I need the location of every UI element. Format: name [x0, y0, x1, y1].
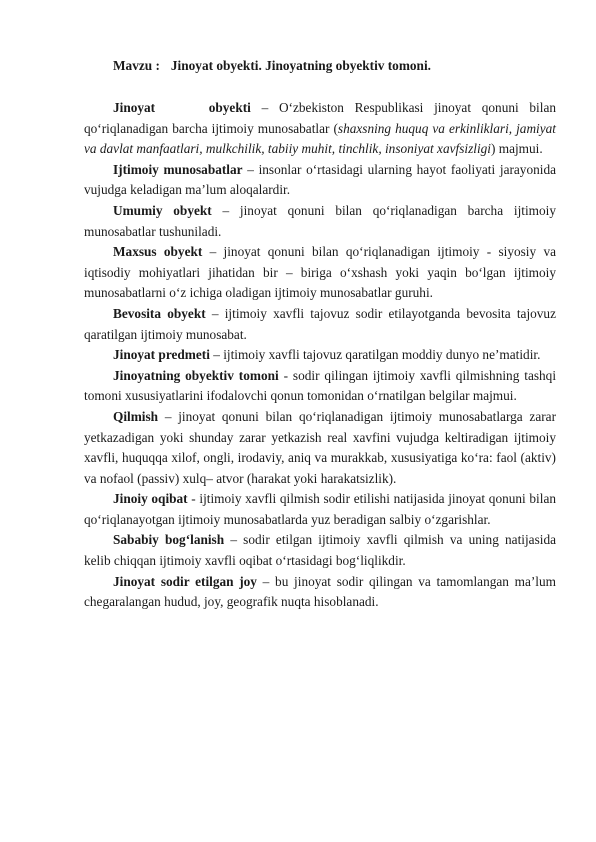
definition-text: – jinoyat qonuni bilan qo‘riqlanadigan ijtimoiy - siyosiy va iqtisodiy mohiyatlari jihatidan bir – biriga o‘xshash yoki yaqin bo‘lgan ijtimoiy munosabatlarni o‘z ichiga oladigan ijtimoiy munosabatlar guruhi. — [84, 244, 556, 301]
definition-term: Qilmish — [113, 408, 159, 424]
definition-text: – O‘zbekiston Respublikasi jinoyat qonuni bilan qo‘riqlanadigan barcha ijtimoiy munosabatlar ( — [84, 100, 556, 136]
definition-term: Sababiy bog‘lanish — [113, 532, 225, 548]
definition-term: Jinoyat obyekti — [113, 100, 251, 115]
definition-text: – bu jinoyat sodir qilingan va tamomlangan ma’lum chegaralangan hudud, joy, geografik nuqta hisoblanadi. — [84, 573, 556, 610]
definition-paragraph — [84, 366, 556, 407]
definition-text: – ijtimoiy xavfli tajovuz qaratilgan moddiy dunyo ne’matidir. — [209, 347, 541, 363]
definition-paragraph — [84, 345, 556, 366]
definition-term: Jinoyatning obyektiv tomoni — [113, 367, 279, 383]
definition-text: ) majmui. — [490, 141, 543, 157]
definition-paragraph — [84, 489, 556, 530]
definition-term: Bevosita obyekt — [113, 305, 206, 321]
topic-label: Mavzu : — [113, 58, 160, 73]
definition-paragraph — [84, 242, 556, 304]
definition-paragraph — [84, 407, 556, 489]
definition-paragraph — [84, 201, 556, 242]
definition-term: Maxsus obyekt — [113, 244, 203, 260]
definition-term: Umumiy obyekt — [113, 202, 212, 218]
definition-term: Jinoyat sodir etilgan joy — [113, 573, 257, 589]
definition-paragraph — [84, 304, 556, 345]
definition-text: - ijtimoiy xavfli qilmish sodir etilishi natijasida jinoyat qonuni bilan qo‘riqlanayotgan ijtimoiy munosabatlarda yuz beradigan salbiy o‘zgarishlar. — [84, 491, 556, 527]
topic-text: Jinoyat obyekti. Jinoyatning obyektiv tomoni. — [170, 58, 431, 73]
definition-term: Jinoyat predmeti — [113, 347, 210, 363]
definition-paragraph — [84, 572, 556, 613]
definition-text: – jinoyat qonuni bilan qo‘riqlanadigan ijtimoiy munosabatlarga zarar yetkazadigan yoki shunday zarar yetkazish real xavfini vujudga keltiradigan ijtimoiy xavfli, huquqqa xilof, ongli, irodaviy, aniq va murakkab, xususiyatiga ko‘ra: faol (aktiv) va nofaol (passiv) xulq– atvor (harakat yoki harakatsizlik). — [84, 408, 556, 486]
document-body — [84, 98, 556, 613]
definition-text: – jinoyat qonuni bilan qo‘riqlanadigan barcha ijtimoiy munosabatlar tushuniladi. — [84, 202, 556, 239]
definition-text: – insonlar o‘rtasidagi ularning hayot faoliyati jarayonida vujudga keladigan ma’lum aloqalardir. — [84, 161, 556, 198]
definition-term: Jinoiy oqibat — [113, 491, 188, 507]
definition-term: Ijtimoiy munosabatlar — [113, 161, 243, 177]
definition-paragraph — [84, 98, 556, 160]
definition-text: – ijtimoiy xavfli tajovuz sodir etilayotganda bevosita tajovuz qaratilgan ijtimoiy munosabat. — [84, 305, 556, 342]
definition-paragraph — [84, 530, 556, 571]
definition-text: – sodir etilgan ijtimoiy xavfli qilmish va uning natijasida kelib chiqqan ijtimoiy xavfli oqibat o‘rtasidagi bog‘liqlikdir. — [84, 532, 556, 569]
definition-text: - sodir qilingan ijtimoiy xavfli qilmishning tashqi tomoni xususiyatlarini ifodalovchi qonun tomonidan o‘rnatilgan belgilar majmui. — [84, 367, 557, 404]
page-title — [113, 58, 431, 74]
definition-italic: shaxsning huquq va erkinliklari, jamiyat va davlat manfaatlari, mulkchilik, tabiiy muhit, tinchlik, insoniyat xavfsizligi — [84, 120, 556, 157]
definition-paragraph — [84, 160, 556, 201]
